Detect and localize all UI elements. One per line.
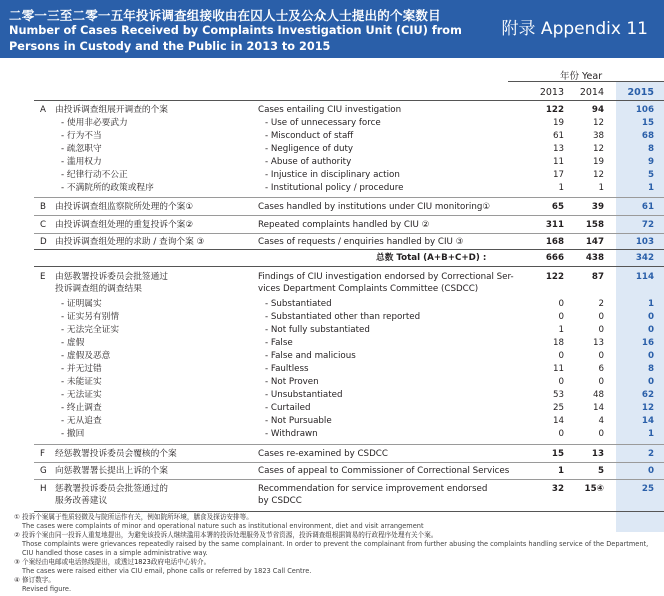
value-2015: 68 — [641, 131, 654, 141]
row-label-zh: 由投诉调查组监察院所处理的个案① — [55, 202, 194, 212]
value-2014: 48 — [592, 390, 604, 400]
value-2015: 5 — [647, 170, 654, 180]
row-label-zh: 由惩教署投诉委员会批签通过 — [55, 272, 168, 282]
row-label-zh-line2: 投诉调查组的调查结果 — [55, 284, 142, 294]
row-label-en: Findings of CIU investigation endorsed by Correctional Ser- — [258, 272, 514, 282]
table-row — [0, 270, 664, 298]
row-letter: F — [40, 449, 45, 459]
value-2014: 147 — [585, 237, 604, 247]
row-label-zh: - 并无过错 — [61, 364, 102, 374]
title-zh: 二零一三至二零一五年投诉调查组接收由在囚人士及公众人士提出的个案数目 — [9, 8, 441, 23]
table-row — [0, 464, 664, 478]
value-2013: 11 — [552, 364, 564, 374]
value-2013: 32 — [551, 484, 564, 494]
value-2014: 12 — [592, 144, 604, 154]
divider — [34, 100, 664, 101]
row-letter: H — [40, 484, 47, 494]
row-label-en: - Unsubstantiated — [265, 390, 343, 400]
divider — [508, 81, 664, 82]
year-header: 年份 Year — [560, 71, 603, 82]
table-row — [0, 142, 664, 156]
value-2015: 0 — [647, 351, 654, 361]
table-row — [0, 200, 664, 214]
value-2014: 13 — [591, 449, 604, 459]
footnote-2-en-line2: CIU handled those cases in a simple administrative way. — [22, 549, 208, 557]
value-2014: 39 — [591, 202, 604, 212]
value-2014: 12 — [592, 170, 604, 180]
value-2013: 1 — [558, 183, 564, 193]
value-2014: 0 — [598, 377, 604, 387]
row-letter: G — [40, 466, 47, 476]
total-row — [0, 251, 664, 265]
row-label-en: - Substantiated — [265, 299, 332, 309]
value-2013: 1 — [557, 466, 564, 476]
row-label-en: Recommendation for service improvement endorsed — [258, 484, 488, 494]
value-2013: 61 — [552, 131, 564, 141]
value-2013: 0 — [558, 299, 564, 309]
value-2013: 11 — [552, 157, 564, 167]
value-2014: 87 — [591, 272, 604, 282]
value-2015: 12 — [641, 403, 654, 413]
table-row — [0, 427, 664, 441]
value-2015: 0 — [647, 377, 654, 387]
year-2013-header: 2013 — [539, 87, 564, 98]
value-2015: 342 — [635, 253, 654, 263]
title-en-line1: Number of Cases Received by Complaints Investigation Unit (CIU) from — [9, 24, 462, 37]
divider — [34, 444, 664, 445]
value-2015: 8 — [647, 364, 654, 374]
value-2015: 8 — [647, 144, 654, 154]
footnote-2-en: Those complaints were grievances repeatedly raised by the same complainant. In order to prevent the complainant from further abusing the complaints handling service of the Department, — [22, 540, 649, 548]
divider — [34, 197, 664, 198]
row-label-en: Cases of requests / enquiries handled by CIU ③ — [258, 237, 464, 247]
row-label-en: Cases of appeal to Commissioner of Correctional Services — [258, 466, 510, 476]
value-2013: 122 — [545, 272, 564, 282]
value-2014: 38 — [592, 131, 604, 141]
value-2015: 9 — [647, 157, 654, 167]
row-label-en: - Abuse of authority — [265, 157, 352, 167]
value-2015: 1 — [647, 429, 654, 439]
value-2013: 666 — [545, 253, 564, 263]
row-label-en: Cases handled by institutions under CIU monitoring① — [258, 202, 491, 212]
row-label-zh: - 滥用权力 — [61, 157, 102, 167]
value-2015: 62 — [641, 390, 654, 400]
row-letter: E — [40, 272, 46, 282]
footnote-4-zh: ④ 修订数字。 — [14, 576, 55, 584]
row-label-en: Cases entailing CIU investigation — [258, 105, 402, 115]
value-2015: 103 — [635, 237, 654, 247]
table-row — [0, 482, 664, 510]
row-label-zh: - 无从追查 — [61, 416, 102, 426]
row-label-en: - False and malicious — [265, 351, 356, 361]
value-2014: 5 — [597, 466, 604, 476]
total-label: 总数 Total (A+B+C+D) : — [376, 253, 487, 263]
value-2013: 0 — [558, 377, 564, 387]
table-row — [0, 362, 664, 376]
footnote-4-en: Revised figure. — [22, 585, 72, 593]
value-2014: 13 — [592, 338, 604, 348]
appendix-label: 附录 Appendix 11 — [501, 19, 648, 39]
value-2015: 106 — [635, 105, 654, 115]
row-label-zh: - 纪律行动不公正 — [61, 170, 128, 180]
value-2014: 14 — [592, 403, 604, 413]
value-2013: 15 — [551, 449, 564, 459]
value-2015: 15 — [641, 118, 654, 128]
footnote-3-en: The cases were raised either via CIU email, phone calls or referred by 1823 Call Centre. — [22, 567, 312, 575]
row-label-en: - Not Pursuable — [265, 416, 332, 426]
value-2015: 0 — [647, 312, 654, 322]
year-2015-header: 2015 — [627, 87, 654, 98]
row-label-zh: - 不满院所的政策或程序 — [61, 183, 154, 193]
row-label-en: - Institutional policy / procedure — [265, 183, 404, 193]
table-row — [0, 310, 664, 324]
divider — [34, 462, 664, 463]
value-2015: 25 — [641, 484, 654, 494]
row-label-en-line2: by CSDCC — [258, 496, 302, 506]
table-row — [0, 323, 664, 337]
table-row — [0, 103, 664, 117]
value-2013: 53 — [552, 390, 564, 400]
row-label-zh: 向惩教署署长提出上诉的个案 — [55, 466, 168, 476]
value-2013: 0 — [558, 429, 564, 439]
row-label-zh: 由投诉调查组处理的重复投诉个案② — [55, 220, 194, 230]
row-label-zh: - 未能证实 — [61, 377, 102, 387]
value-2014: 438 — [585, 253, 604, 263]
row-label-zh: 经惩教署投诉委员会覆核的个案 — [55, 449, 177, 459]
row-label-zh: - 证实另有别情 — [61, 312, 120, 322]
value-2015: 0 — [647, 325, 654, 335]
footnote-1-zh: ① 投诉个案属于性质轻微及与院所运作有关，例如院所环境，膳食及探访安排等。 — [14, 513, 253, 521]
row-label-en: - Not fully substantiated — [265, 325, 370, 335]
table-row — [0, 235, 664, 249]
table-row — [0, 181, 664, 195]
value-2013: 25 — [552, 403, 564, 413]
row-label-zh: - 无法证实 — [61, 390, 102, 400]
row-label-en: - Substantiated other than reported — [265, 312, 421, 322]
value-2014: 0 — [598, 429, 604, 439]
table-row — [0, 414, 664, 428]
divider — [34, 215, 664, 216]
row-label-en: - Withdrawn — [265, 429, 318, 439]
row-label-en: - Not Proven — [265, 377, 319, 387]
table-row — [0, 129, 664, 143]
value-2013: 13 — [552, 144, 564, 154]
row-letter: B — [40, 202, 46, 212]
value-2014: 94 — [591, 105, 604, 115]
year-2014-header: 2014 — [579, 87, 604, 98]
divider — [34, 511, 664, 512]
row-label-zh: - 使用非必要武力 — [61, 118, 128, 128]
row-letter: C — [40, 220, 47, 230]
footnote-1-en: The cases were complaints of minor and operational nature such as institutional environment, diet and visit arrangement — [22, 522, 424, 530]
footnote-2-zh: ② 投诉个案由同一投诉人重复地提出，为避免该投诉人继续滥用本署的投诉处理服务及节省资源，投诉调查组根据简易的行政程序处理有关个案。 — [14, 531, 438, 539]
row-letter: A — [40, 105, 46, 115]
row-label-zh: - 无法完全证实 — [61, 325, 120, 335]
row-letter: D — [40, 237, 47, 247]
value-2015: 0 — [647, 466, 654, 476]
value-2014: 6 — [598, 364, 604, 374]
table-row — [0, 349, 664, 363]
value-2014: 158 — [585, 220, 604, 230]
footnote-3-zh: ③ 个案经由电邮或电话热线提出，或透过1823政府电话中心转介。 — [14, 558, 211, 566]
value-2013: 19 — [552, 118, 564, 128]
row-label-en: - Faultless — [265, 364, 309, 374]
table-row — [0, 336, 664, 350]
table-row — [0, 375, 664, 389]
value-2013: 17 — [552, 170, 564, 180]
table-row — [0, 447, 664, 461]
value-2013: 168 — [545, 237, 564, 247]
value-2015: 1 — [647, 183, 654, 193]
row-label-en: - Use of unnecessary force — [265, 118, 381, 128]
row-label-en-line2: vices Department Complaints Committee (CSDCC) — [258, 284, 479, 294]
row-label-en: - Negligence of duty — [265, 144, 354, 154]
row-label-zh: 由投诉调查组处理的求助 / 查询个案 ③ — [55, 237, 205, 247]
value-2013: 0 — [558, 312, 564, 322]
value-2013: 65 — [551, 202, 564, 212]
value-2014: 0 — [598, 312, 604, 322]
title-en-line2: Persons in Custody and the Public in 2013 to 2015 — [9, 40, 331, 53]
value-2013: 1 — [558, 325, 564, 335]
row-label-zh-line2: 服务改善建议 — [55, 496, 108, 506]
divider — [34, 266, 664, 267]
divider — [34, 249, 664, 250]
table-row — [0, 218, 664, 232]
value-2013: 14 — [552, 416, 564, 426]
value-2014: 4 — [598, 416, 604, 426]
row-label-en: - Injustice in disciplinary action — [265, 170, 400, 180]
row-label-zh: - 行为不当 — [61, 131, 102, 141]
value-2013: 0 — [558, 351, 564, 361]
row-label-en: Cases re-examined by CSDCC — [258, 449, 388, 459]
row-label-en: - Misconduct of staff — [265, 131, 354, 141]
row-label-en: - False — [265, 338, 293, 348]
divider — [34, 233, 664, 234]
row-label-zh: - 虚假 — [61, 338, 85, 348]
value-2015: 16 — [641, 338, 654, 348]
title-banner — [0, 0, 664, 58]
value-2015: 72 — [641, 220, 654, 230]
row-label-zh: 由投诉调查组展开调查的个案 — [55, 105, 168, 115]
row-label-zh: - 终止调查 — [61, 403, 102, 413]
value-2015: 61 — [641, 202, 654, 212]
divider — [34, 479, 664, 480]
value-2015: 14 — [641, 416, 654, 426]
value-2014: 12 — [592, 118, 604, 128]
table-row — [0, 401, 664, 415]
value-2014: 1 — [598, 183, 604, 193]
value-2013: 311 — [545, 220, 564, 230]
row-label-zh: - 撤回 — [61, 429, 85, 439]
row-label-en: - Curtailed — [265, 403, 311, 413]
value-2014: 2 — [598, 299, 604, 309]
value-2014: 15④ — [584, 484, 604, 494]
value-2015: 114 — [635, 272, 654, 282]
table-row — [0, 168, 664, 182]
value-2015: 2 — [647, 449, 654, 459]
value-2014: 0 — [598, 325, 604, 335]
value-2014: 0 — [598, 351, 604, 361]
row-label-en: Repeated complaints handled by CIU ② — [258, 220, 430, 230]
table-row — [0, 388, 664, 402]
value-2013: 18 — [552, 338, 564, 348]
table-row — [0, 155, 664, 169]
value-2015: 1 — [647, 299, 654, 309]
row-label-zh: - 证明属实 — [61, 299, 102, 309]
row-label-zh: - 虚假及恶意 — [61, 351, 111, 361]
value-2014: 19 — [592, 157, 604, 167]
value-2013: 122 — [545, 105, 564, 115]
row-label-zh: 惩教署投诉委员会批签通过的 — [55, 484, 168, 494]
table-row — [0, 116, 664, 130]
row-label-zh: - 疏忽职守 — [61, 144, 102, 154]
table-row — [0, 297, 664, 311]
